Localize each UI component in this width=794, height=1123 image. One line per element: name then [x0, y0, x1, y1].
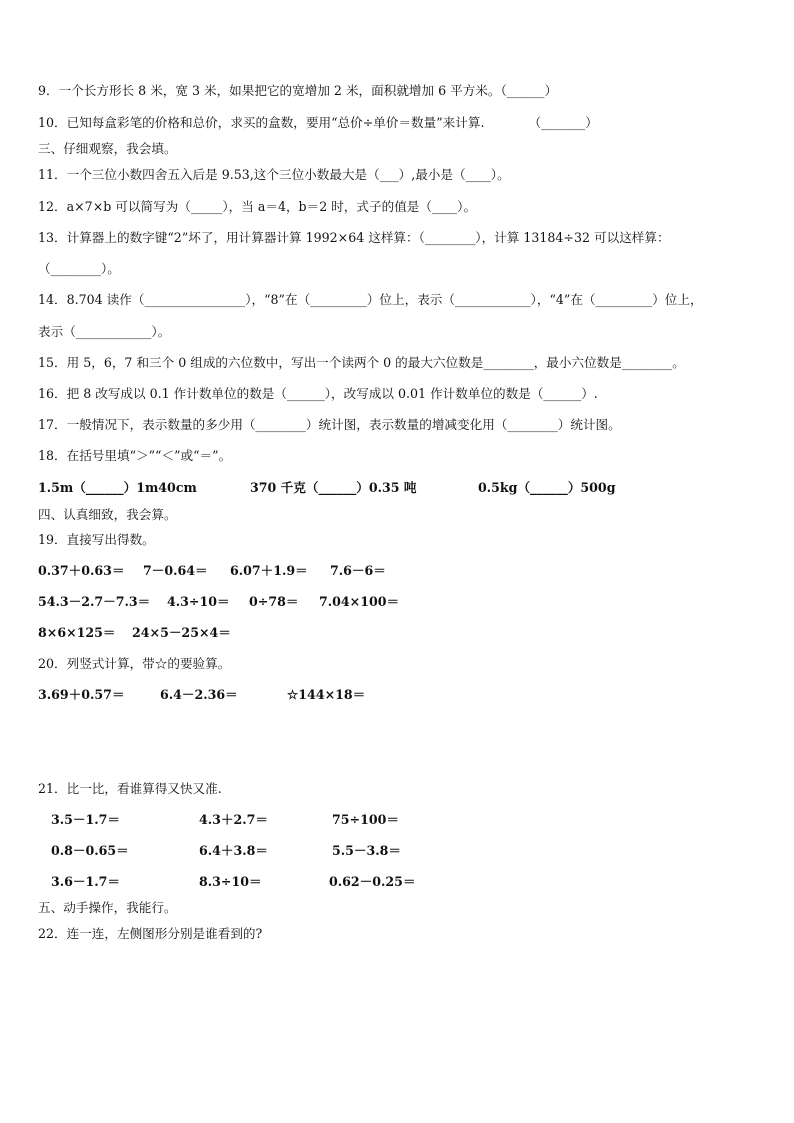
q19-item: 0÷78＝	[249, 594, 299, 609]
question-11: 11．一个三位小数四舍五入后是 9.53,这个三位小数最大是（___）,最小是（____）。	[38, 167, 510, 182]
question-12: 12．a×7×b 可以简写为（_____），当 a＝4，b＝2 时，式子的值是（____）。	[38, 199, 477, 214]
q19-item: 24×5－25×4＝	[132, 625, 231, 640]
section-4-heading: 四、认真细致，我会算。	[38, 507, 177, 522]
q21-item: 4.3＋2.7＝	[199, 812, 269, 827]
q18-item: 0.5kg（______）500g	[478, 480, 616, 495]
q21-item: 3.5－1.7＝	[51, 812, 121, 827]
q20-item: ☆144×18＝	[287, 687, 366, 702]
question-20: 20．列竖式计算，带☆的要验算。	[38, 656, 231, 671]
question-21: 21．比一比，看谁算得又快又准.	[38, 781, 222, 796]
question-16: 16．把 8 改写成以 0.1 作计数单位的数是（______），改写成以 0.01 作计数单位的数是（______）.	[38, 386, 598, 401]
question-14-line-2: 表示（____________）。	[38, 324, 171, 339]
q19-item: 4.3÷10＝	[167, 594, 230, 609]
question-19: 19．直接写出得数。	[38, 532, 155, 547]
q21-item: 8.3÷10＝	[199, 874, 262, 889]
q19-item: 7.6－6＝	[330, 563, 386, 578]
q19-item: 0.37＋0.63＝	[38, 563, 125, 578]
question-13-line-1: 13．计算器上的数字键“2”坏了，用计算器计算 1992×64 这样算：（________），计算 13184÷32 可以这样算：	[38, 230, 670, 245]
q21-item: 0.8－0.65＝	[51, 843, 129, 858]
q21-item: 75÷100＝	[332, 812, 399, 827]
question-10: 10．已知每盒彩笔的价格和总价，求买的盒数，要用“总价÷单价＝数量”来计算. （_______）	[38, 115, 598, 130]
q19-item: 7－0.64＝	[143, 563, 208, 578]
q19-item: 8×6×125＝	[38, 625, 116, 640]
q21-item: 3.6－1.7＝	[51, 874, 121, 889]
q19-item: 54.3－2.7－7.3＝	[38, 594, 151, 609]
q19-item: 7.04×100＝	[319, 594, 400, 609]
q21-item: 5.5－3.8＝	[332, 843, 402, 858]
q19-item: 6.07＋1.9＝	[230, 563, 308, 578]
question-22: 22．连一连，左侧图形分别是谁看到的?	[38, 926, 263, 941]
q20-item: 3.69＋0.57＝	[38, 687, 125, 702]
question-17: 17．一般情况下，表示数量的多少用（________）统计图，表示数量的增减变化用（________）统计图。	[38, 417, 621, 432]
question-18: 18．在括号里填“＞”“＜”或“＝”。	[38, 448, 232, 463]
q20-item: 6.4－2.36＝	[160, 687, 238, 702]
question-9: 9．一个长方形长 8 米，宽 3 米，如果把它的宽增加 2 米，面积就增加 6 平方米。（______）	[38, 83, 558, 98]
question-13-line-2: （________）。	[38, 261, 120, 276]
question-14-line-1: 14．8.704 读作（________________），“8”在（_________）位上，表示（____________），“4”在（_________）位上，	[38, 292, 703, 307]
section-5-heading: 五、动手操作，我能行。	[38, 900, 177, 915]
section-3-heading: 三、仔细观察，我会填。	[38, 141, 177, 156]
q18-item: 370 千克（______）0.35 吨	[250, 480, 417, 495]
question-15: 15．用 5，6，7 和三个 0 组成的六位数中，写出一个读两个 0 的最大六位数是________，最小六位数是________。	[38, 355, 685, 370]
q21-item: 0.62－0.25＝	[329, 874, 416, 889]
q21-item: 6.4＋3.8＝	[199, 843, 269, 858]
q18-item: 1.5m（______）1m40cm	[38, 480, 197, 495]
